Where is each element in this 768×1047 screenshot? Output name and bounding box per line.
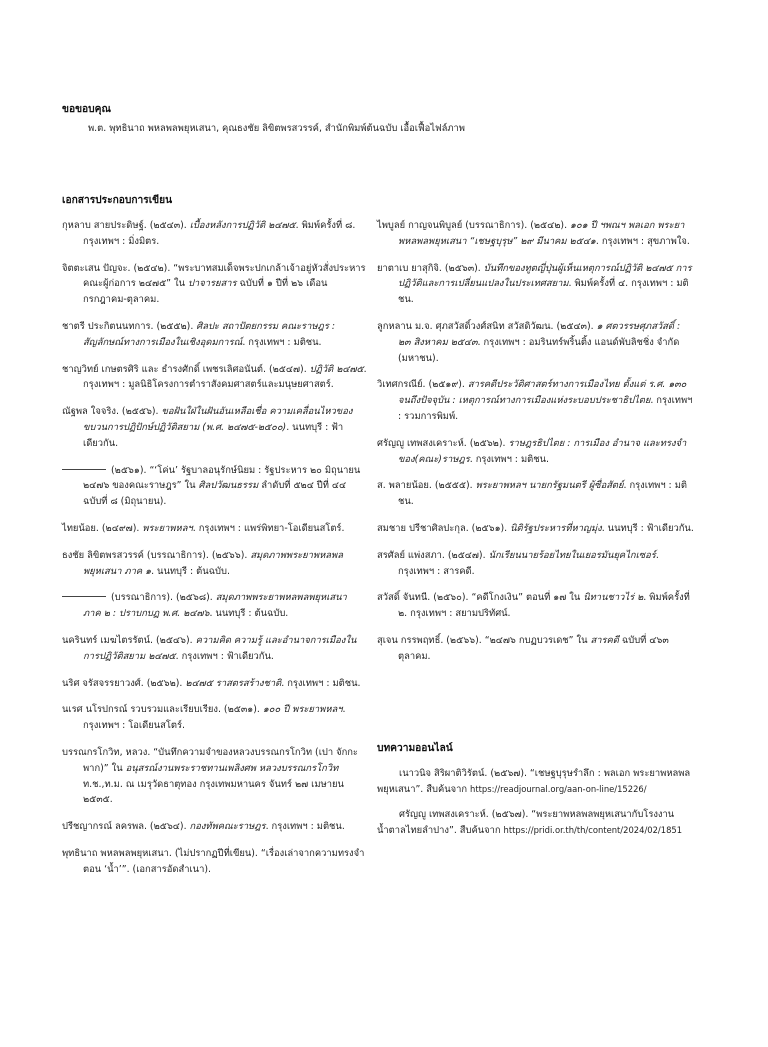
reference-text: . พิมพ์ครั้งที่ ๒. กรุงเทพฯ : สยามปริทัศน์. xyxy=(398,592,690,620)
reference-entry xyxy=(62,261,367,308)
references-right-column xyxy=(377,218,695,676)
reference-text: กุหลาบ สายประดิษฐ์. (๒๕๔๓). xyxy=(62,220,190,231)
reference-title: ๑๐๑ ปี ฯพณฯ พลเอก พระยาพหลพลพยุหเสนา “เชษฐบุรุษ” ๒๙ มีนาคม ๒๕๔๑ xyxy=(398,220,685,247)
reference-text: ณัฐพล ใจจริง. (๒๕๕๖). xyxy=(62,406,162,418)
reference-title: พระยาพหลฯ xyxy=(142,522,193,534)
reference-text: บรรณกรโกวิท, หลวง. “บันทึกความจำของหลวงบรรณกรโกวิท (เปา จักกะพาก)” ใน xyxy=(62,746,358,774)
reference-title: ศิลปวัฒนธรรม xyxy=(198,480,259,492)
reference-title: บันทึกของทูตญี่ปุ่นผู้เห็นเหตุการณ์ปฏิวัติ ๒๔๗๕ การปฏิวัติและการเปลี่ยนแปลงในประเทศสยาม xyxy=(398,262,692,290)
reference-text: ส. พลายน้อย. (๒๕๕๕). xyxy=(377,480,476,492)
reference-text: . กรุงเทพฯ : มติชน. xyxy=(469,453,549,465)
reference-entry xyxy=(62,362,367,394)
reference-text: สวัสดิ์ จันทนี. (๒๕๖๐). “คดีโกงเงิน” ตอนที่ ๑๗ ใน xyxy=(377,592,584,604)
reference-text: ชาญวิทย์ เกษตรศิริ และ ธำรงศักดิ์ เพชรเลิศอนันต์. (๒๕๔๗). xyxy=(62,363,310,375)
reference-text: พุทธินาถ พหลพลพยุหเสนา. (ไม่ปรากฏปีที่เขียน). “เรื่องเล่าจากความทรงจำ ตอน ‘น้ำ’”. (เอกสารอัดสำเนา). xyxy=(62,847,365,875)
reference-entry xyxy=(62,633,367,665)
online-article-entry xyxy=(377,807,695,839)
reference-title: ๑๐๐ ปี พระยาพหลฯ xyxy=(262,704,343,716)
reference-title: นิทานชาวไร่ ๒ xyxy=(583,592,644,604)
reference-text: . นนทบุรี : ฟ้าเดียวกัน. xyxy=(601,522,694,534)
reference-text: . กรุงเทพฯ : โอเดียนสโตร์. xyxy=(83,704,346,732)
reference-entry xyxy=(377,319,695,366)
reference-text: . กรุงเทพฯ : มติชน. xyxy=(281,677,361,689)
reference-title: ปฏิวัติ ๒๔๗๕ xyxy=(309,363,364,375)
reference-text: . กรุงเทพฯ : มูลนิธิโครงการตำราสังคมศาสตร์และมนุษยศาสตร์. xyxy=(83,363,367,391)
reference-entry xyxy=(62,846,367,878)
reference-text: ท.ช.,ท.ม. ณ เมรุวัดธาตุทอง กรุงเทพมหานคร จันทร์ ๒๗ เมษายน ๒๕๓๕. xyxy=(83,778,344,806)
online-article-url[interactable]: https://pridi.or.th/th/content/2024/02/1851 xyxy=(503,824,683,835)
reference-title: ๑ ศตวรรษศุภสวัสดิ์ : ๒๓ สิงหาคม ๒๕๔๓ xyxy=(398,320,681,348)
reference-title: เบื้องหลังการปฏิวัติ ๒๔๗๕ xyxy=(189,220,296,231)
reference-title: นิติรัฐประหารที่หาญมุ่ง xyxy=(510,522,602,534)
reference-text: (๒๕๖๑). “‘โค่น’ รัฐบาลอนุรักษ์นิยม : รัฐประหาร ๒๐ มิถุนายน ๒๔๗๖ ของคณะราษฎร” ใน xyxy=(83,464,361,492)
reference-entry xyxy=(377,218,695,250)
reference-title: อนุสรณ์งานพระราชทานเพลิงศพ หลวงบรรณกรโกวิท xyxy=(125,762,339,774)
reference-entry xyxy=(377,548,695,580)
reference-text: . กรุงเทพฯ : แพร่พิทยา-โอเดียนสโตร์. xyxy=(192,522,345,534)
reference-entry xyxy=(377,261,695,308)
repeated-author-line xyxy=(62,596,106,597)
reference-title: ศิลปะ สถาปัตยกรรม คณะราษฎร : สัญลักษณ์ทางการเมืองในเชิงอุดมการณ์ xyxy=(83,320,335,348)
reference-text: สรศัลย์ แพ่งสภา. (๒๕๔๗). xyxy=(377,549,489,561)
reference-entry xyxy=(62,676,367,692)
reference-title: นักเรียนนายร้อยไทยในเยอรมันยุคไกเซอร์ xyxy=(488,549,656,561)
reference-text: . พิมพ์ครั้งที่ ๘. กรุงเทพฯ : มิ่งมิตร. xyxy=(83,220,356,247)
reference-text: สมชาย ปรีชาศิลปะกุล. (๒๕๖๑). xyxy=(377,522,511,534)
reference-text: (บรรณาธิการ). (๒๕๖๘). xyxy=(111,592,216,604)
reference-text: สุเจน กรรพฤทธิ์. (๒๕๖๖). “๒๔๗๖ กบฏบวรเดช” ใน xyxy=(377,634,591,646)
reference-text: . นนทบุรี : ฟ้าเดียวกัน. xyxy=(83,421,344,449)
reference-text: วิเทศกรณีย์. (๒๕๑๙). xyxy=(377,379,468,391)
online-article-text: เนาวนิจ สิริผาติวิรัตน์. (๒๕๖๗). “เชษฐบุรุษรำลึก : พลเอก พระยาพหลพลพยุหเสนา”. สืบค้นจาก xyxy=(377,768,691,795)
reference-entry xyxy=(62,319,367,351)
reference-text: ยาตาเบ ยาสุกิจิ. (๒๕๖๓). xyxy=(377,262,484,274)
reference-title: สารคดี xyxy=(590,634,619,646)
reference-text: . กรุงเทพฯ : สารคดี. xyxy=(398,549,659,577)
reference-entry xyxy=(62,819,367,835)
reference-title: สารคดีประวัติศาสตร์ทางการเมืองไทย ตั้งแต่ ร.ศ. ๑๓๐ จนถึงปัจจุบัน : เหตุการณ์ทางการเมืองแห่งระบอบประชาธิปไตย xyxy=(398,379,687,407)
reference-text: ธงชัย ลิขิตพรสวรรค์ (บรรณาธิการ). (๒๕๖๖). xyxy=(62,549,251,561)
reference-entry xyxy=(62,702,367,734)
reference-text: ชาตรี ประกิตนนทการ. (๒๕๕๒). xyxy=(62,320,197,332)
reference-text: นริศ จรัสจรรยาวงศ์. (๒๕๖๒). xyxy=(62,677,186,689)
reference-text: จิตตะเสน ปัญจะ. (๒๕๔๒). “พระบาทสมเด็จพระปกเกล้าเจ้าอยู่หัวสั่งประหารคณะผู้ก่อการ ๒๔๗๕” ใน xyxy=(62,262,366,290)
reference-text: . นนทบุรี : ต้นฉบับ. xyxy=(151,565,230,577)
reference-title: สมุดภาพพระยาพหลพลพยุหเสนา ภาค ๑ xyxy=(83,549,343,577)
reference-text: ฉบับที่ ๔๖๓ ตุลาคม. xyxy=(398,634,669,662)
reference-text: ไพบูลย์ กาญจนพิบูลย์ (บรรณาธิการ). (๒๕๔๒). xyxy=(377,220,571,231)
online-heading: บทความออนไลน์ xyxy=(377,743,453,754)
reference-text: . พิมพ์ครั้งที่ ๔. กรุงเทพฯ : มติชน. xyxy=(398,278,689,306)
reference-title: ปาจารยสาร xyxy=(187,278,237,290)
reference-text: ลูกหลาน ม.จ. ศุภสวัสดิ์วงศ์สนิท สวัสดิวัฒน. (๒๕๔๓). xyxy=(377,320,597,332)
reference-entry xyxy=(377,478,695,510)
acknowledgement-block xyxy=(62,118,672,137)
reference-text: ฉบับที่ ๑ ปีที่ ๒๖ เดือนกรกฎาคม-ตุลาคม. xyxy=(83,278,328,306)
reference-title: ๒๔๗๕ ราสตรสร้างชาติ xyxy=(185,677,282,689)
repeated-author-line xyxy=(62,469,106,470)
online-article-url[interactable]: https://readjournal.org/aan-on-line/15226/ xyxy=(470,783,647,794)
reference-text: นครินทร์ เมฆไตรรัตน์. (๒๕๔๖). xyxy=(62,634,196,646)
reference-title: ราษฎรธิปไตย : การเมือง อำนาจ และทรงจำของ(คณะ)ราษฎร xyxy=(398,437,687,465)
reference-text: ศรัญญู เทพสงเคราะห์. (๒๕๖๒). xyxy=(377,437,509,449)
online-article-text: ศรัญญู เทพสงเคราะห์. (๒๕๖๗). “พระยาพหลพลพยุหเสนากับโรงงานน้ำตาลไทยลำปาง”. สืบค้นจาก xyxy=(377,808,675,836)
reference-entry xyxy=(62,521,367,537)
acknowledgement-heading: ขอขอบคุณ xyxy=(62,104,111,115)
reference-text: . กรุงเทพฯ : มติชน. xyxy=(242,336,322,348)
reference-text: . กรุงเทพฯ : อมรินทร์พริ้นติ้ง แอนด์พับลิชชิ่ง จำกัด (มหาชน). xyxy=(398,336,680,364)
reference-title: ความคิด ความรู้ และอำนาจการเมืองในการปฏิวัติสยาม ๒๔๗๕ xyxy=(83,634,357,662)
reference-text: . กรุงเทพฯ : มติชน. xyxy=(265,821,345,833)
online-articles xyxy=(377,740,695,838)
reference-text: ปรีชญากรณ์ ลครพล. (๒๕๖๔). xyxy=(62,821,190,833)
references-heading: เอกสารประกอบการเขียน xyxy=(62,195,173,206)
acknowledgement-text: พ.ต. พุทธินาถ พหลพลพยุหเสนา, คุณธงชัย ลิขิตพรสวรรค์, สำนักพิมพ์ต้นฉบับ เอื้อเฟื้อไฟล์ภาพ xyxy=(88,123,465,134)
reference-text: ลำดับที่ ๕๒๔ ปีที่ ๔๔ ฉบับที่ ๘ (มิถุนายน). xyxy=(83,480,347,508)
reference-text: . กรุงเทพฯ : สุขภาพใจ. xyxy=(595,235,690,247)
reference-text: . กรุงเทพฯ : รวมการพิมพ์. xyxy=(398,395,693,422)
online-list xyxy=(377,766,695,838)
reference-title: สมุดภาพพระยาพหลพลพยุหเสนา ภาค ๒ : ปราบกบฏ พ.ศ. ๒๔๗๖ xyxy=(83,592,347,620)
reference-entry xyxy=(62,404,367,451)
reference-entry xyxy=(62,745,367,808)
reference-entry xyxy=(62,590,367,622)
reference-text: . กรุงเทพฯ : มติชน. xyxy=(398,480,687,508)
reference-entry xyxy=(377,436,695,468)
reference-entry xyxy=(62,463,367,510)
reference-title: ขอฝันใฝ่ในฝันอันเหลือเชื่อ ความเคลื่อนไหวของขบวนการปฏิปักษ์ปฏิวัติสยาม (พ.ศ. ๒๔๗๕-๒๕๐๐) xyxy=(83,406,353,433)
reference-entry xyxy=(62,548,367,580)
online-article-entry xyxy=(377,766,695,798)
reference-text: . กรุงเทพฯ : ฟ้าเดียวกัน. xyxy=(175,650,274,662)
reference-entry xyxy=(377,590,695,622)
references-left-column xyxy=(62,218,367,889)
reference-text: . นนทบุรี : ต้นฉบับ. xyxy=(209,608,289,620)
reference-title: กองทัพคณะราษฎร xyxy=(189,821,266,833)
reference-entry xyxy=(377,633,695,665)
reference-entry xyxy=(377,521,695,537)
reference-title: พระยาพหลฯ นายกรัฐมนตรี ผู้ซื่อสัตย์ xyxy=(475,480,624,492)
reference-text: นเรศ นโรปกรณ์ รวบรวมและเรียบเรียง. (๒๕๓๑). xyxy=(62,704,263,716)
reference-text: ไทยน้อย. (๒๔๙๗). xyxy=(62,522,143,534)
reference-entry xyxy=(377,377,695,424)
reference-entry xyxy=(62,218,367,250)
